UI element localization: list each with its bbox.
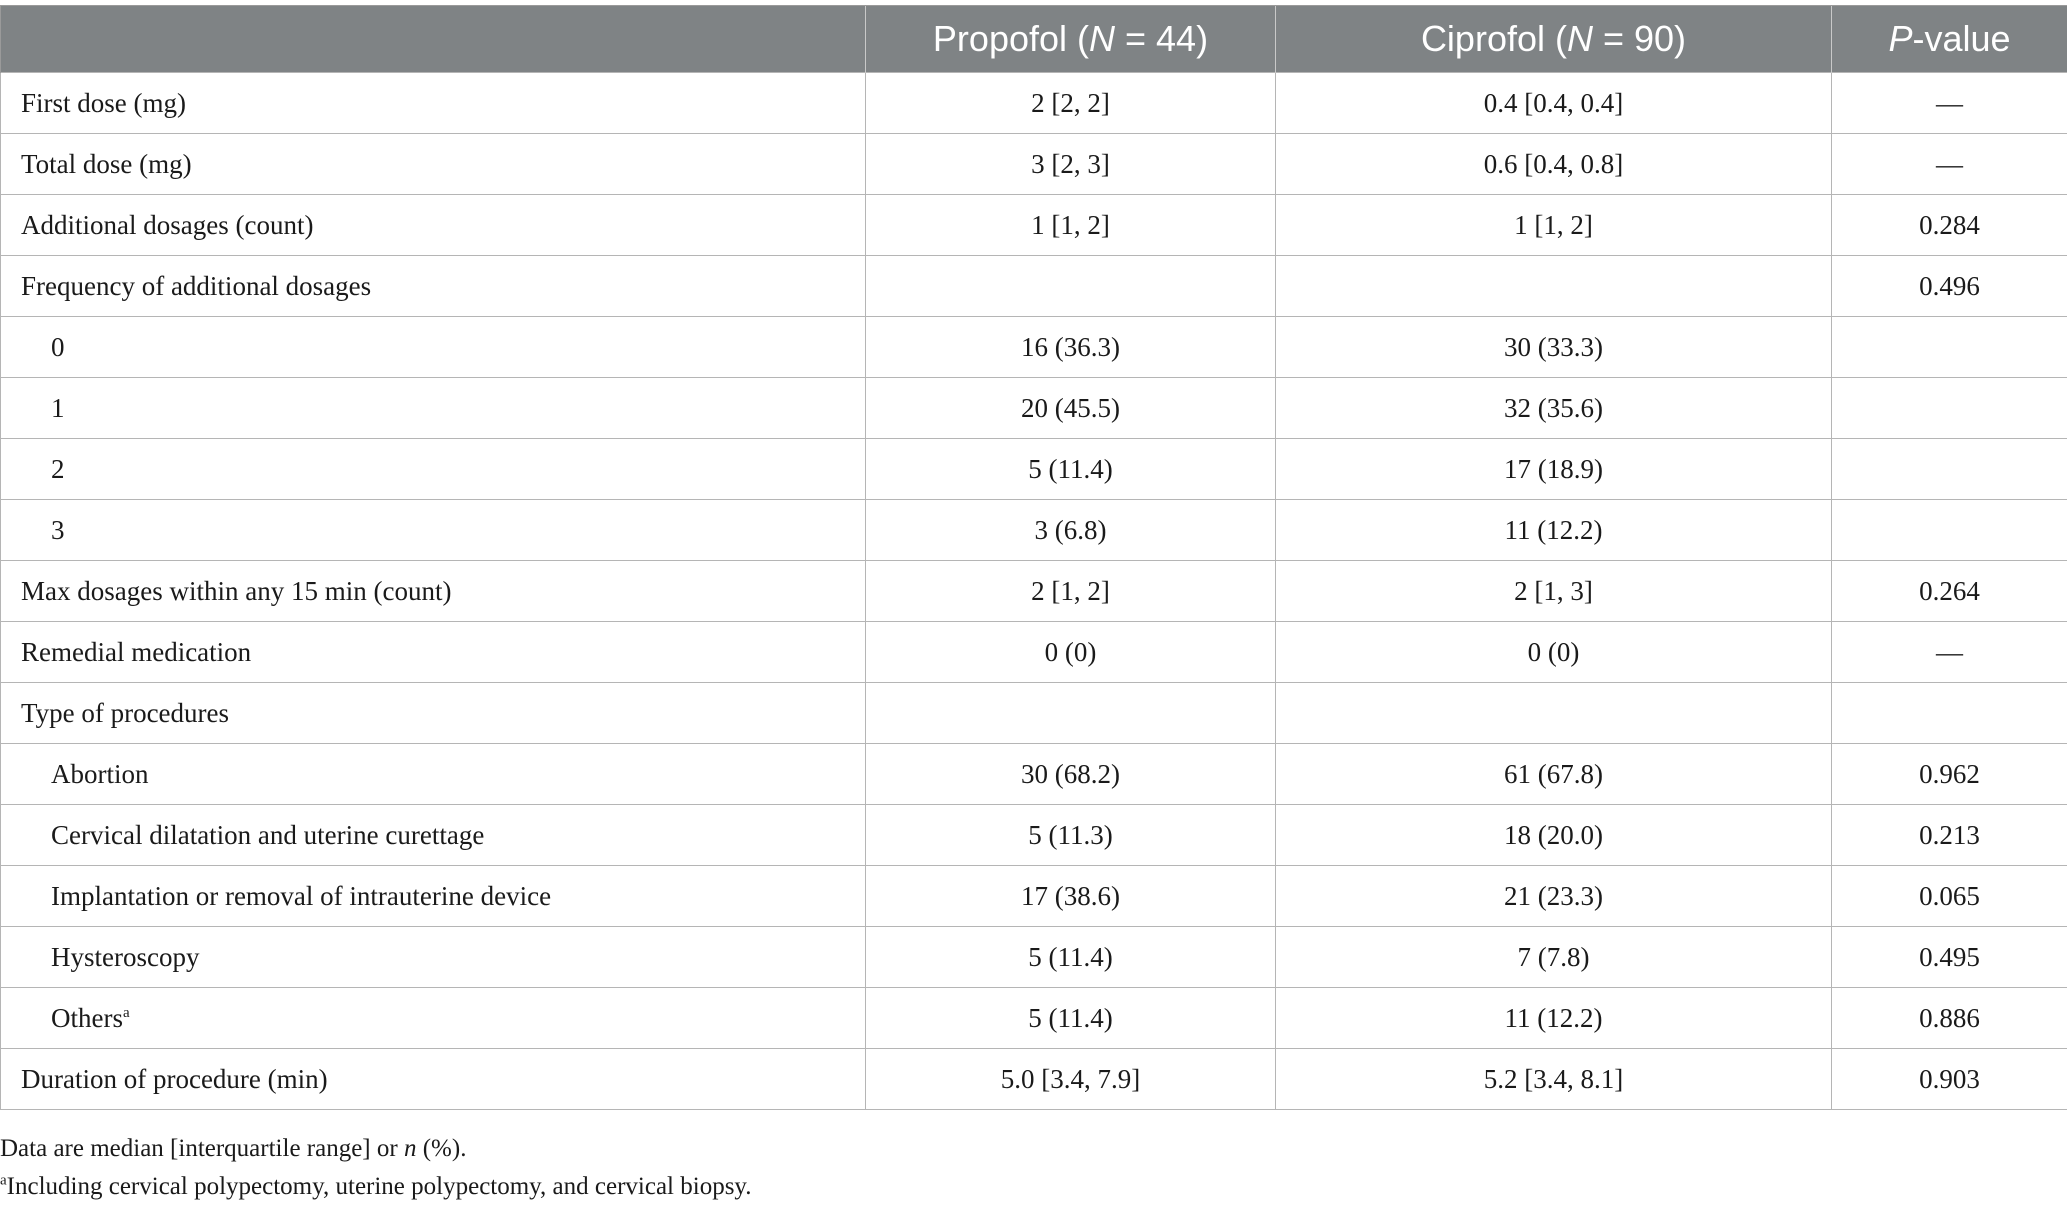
propofol-value: 2 [2, 2] [866,73,1276,134]
table-row [1,317,2067,378]
row-label [1,988,866,1049]
p-value: 0.962 [1832,744,2067,805]
ciprofol-value: 2 [1, 3] [1276,561,1832,622]
p-value [1832,378,2067,439]
table-row [1,195,2067,256]
table-row [1,500,2067,561]
ciprofol-value: 18 (20.0) [1276,805,1832,866]
table-row [1,378,2067,439]
table-row [1,439,2067,500]
table-header-row [1,6,2067,73]
row-label: Additional dosages (count) [1,195,866,256]
ciprofol-value: 32 (35.6) [1276,378,1832,439]
row-label: Duration of procedure (min) [1,1049,866,1110]
header-p-value: P-value [1832,6,2067,73]
row-label-text: Others [51,1002,123,1033]
ciprofol-value: 61 (67.8) [1276,744,1832,805]
propofol-value: 30 (68.2) [866,744,1276,805]
ciprofol-value: 0 (0) [1276,622,1832,683]
footnote-data-description: Data are median [interquartile range] or n (%). [0,1135,467,1162]
row-label: Hysteroscopy [1,927,866,988]
footnote-a-marker: a [0,1172,7,1189]
row-label: First dose (mg) [1,73,866,134]
propofol-value [866,683,1276,744]
row-label: 2 [1,439,866,500]
p-value: — [1832,134,2067,195]
footnote-marker: a [122,1004,130,1021]
p-value [1832,500,2067,561]
ciprofol-value: 17 (18.9) [1276,439,1832,500]
table-row [1,73,2067,134]
p-value: — [1832,622,2067,683]
row-label: Cervical dilatation and uterine curettage [1,805,866,866]
header-propofol: Propofol (N = 44) [866,6,1276,73]
propofol-value: 2 [1, 2] [866,561,1276,622]
ciprofol-value: 30 (33.3) [1276,317,1832,378]
footnote-a: $^a$Including cervical polypectomy, uterine polypectomy, and cervical biopsy. [0,1172,752,1200]
propofol-value: 17 (38.6) [866,866,1276,927]
table-row [1,561,2067,622]
p-value: 0.496 [1832,256,2067,317]
p-value: 0.886 [1832,988,2067,1049]
results-table-container [0,5,2067,1110]
table-row [1,256,2067,317]
header-label-column [1,6,866,73]
p-value [1832,683,2067,744]
table-row [1,805,2067,866]
table-row [1,1049,2067,1110]
ciprofol-value: 7 (7.8) [1276,927,1832,988]
row-label: 3 [1,500,866,561]
ciprofol-value [1276,683,1832,744]
propofol-value: 16 (36.3) [866,317,1276,378]
row-label: Frequency of additional dosages [1,256,866,317]
row-label: Total dose (mg) [1,134,866,195]
p-value [1832,317,2067,378]
table-row [1,134,2067,195]
ciprofol-value [1276,256,1832,317]
dosage-results-table [0,5,2067,1110]
p-value [1832,439,2067,500]
p-value: — [1832,73,2067,134]
table-footnotes [0,1130,752,1206]
propofol-value: 5.0 [3.4, 7.9] [866,1049,1276,1110]
propofol-value: 0 (0) [866,622,1276,683]
p-value: 0.495 [1832,927,2067,988]
row-label: Implantation or removal of intrauterine device [1,866,866,927]
propofol-value: 5 (11.4) [866,439,1276,500]
propofol-value: 1 [1, 2] [866,195,1276,256]
propofol-value: 3 [2, 3] [866,134,1276,195]
table-row [1,927,2067,988]
ciprofol-value: 11 (12.2) [1276,500,1832,561]
propofol-value [866,256,1276,317]
propofol-value: 5 (11.3) [866,805,1276,866]
ciprofol-value: 0.4 [0.4, 0.4] [1276,73,1832,134]
table-row [1,866,2067,927]
row-label: Max dosages within any 15 min (count) [1,561,866,622]
propofol-value: 3 (6.8) [866,500,1276,561]
row-label: Remedial medication [1,622,866,683]
ciprofol-value: 0.6 [0.4, 0.8] [1276,134,1832,195]
propofol-value: 5 (11.4) [866,927,1276,988]
p-value: 0.213 [1832,805,2067,866]
p-value: 0.264 [1832,561,2067,622]
row-label: Type of procedures [1,683,866,744]
p-value: 0.903 [1832,1049,2067,1110]
p-value: 0.284 [1832,195,2067,256]
table-row [1,683,2067,744]
p-value: 0.065 [1832,866,2067,927]
table-row [1,988,2067,1049]
row-label: 1 [1,378,866,439]
propofol-value: 5 (11.4) [866,988,1276,1049]
table-row [1,744,2067,805]
ciprofol-value: 21 (23.3) [1276,866,1832,927]
row-label: 0 [1,317,866,378]
header-ciprofol: Ciprofol (N = 90) [1276,6,1832,73]
ciprofol-value: 1 [1, 2] [1276,195,1832,256]
ciprofol-value: 11 (12.2) [1276,988,1832,1049]
ciprofol-value: 5.2 [3.4, 8.1] [1276,1049,1832,1110]
row-label: Abortion [1,744,866,805]
table-row [1,622,2067,683]
propofol-value: 20 (45.5) [866,378,1276,439]
